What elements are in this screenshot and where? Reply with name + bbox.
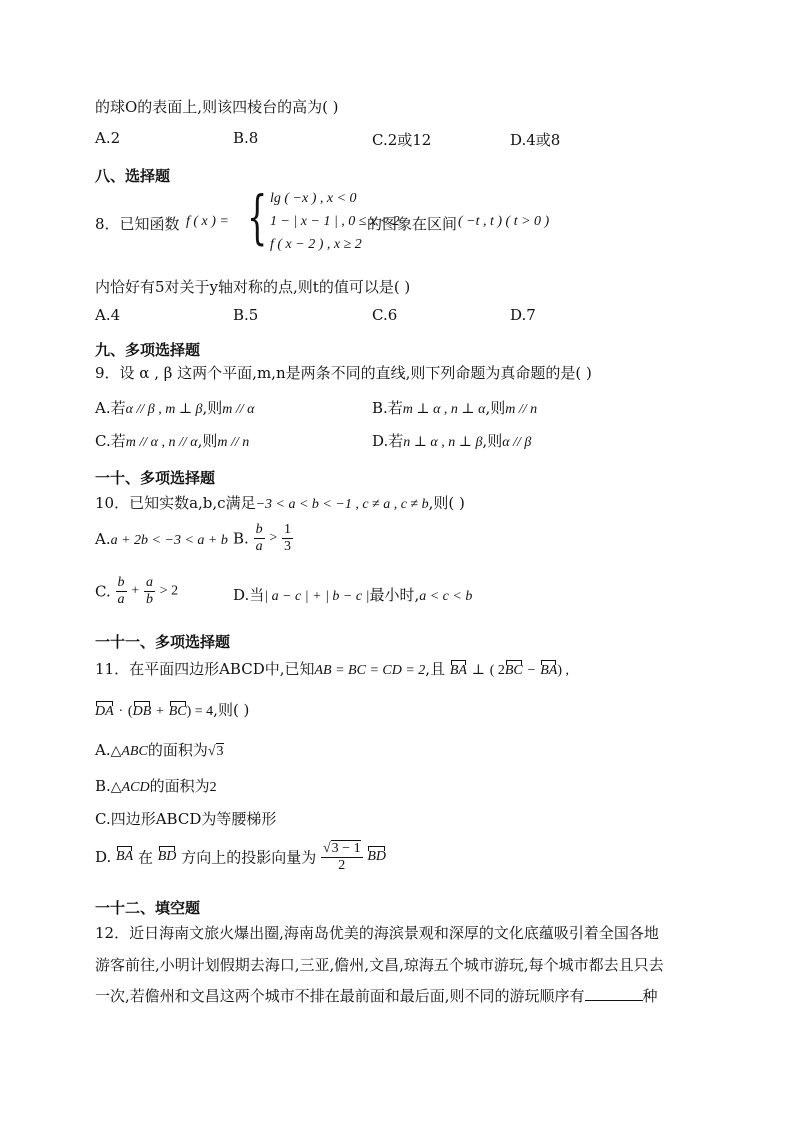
q12-line2: 游客前往,小明计划假期去海口,三亚,儋州,文昌,琼海五个城市游玩,每个城市都去且只去	[95, 956, 664, 974]
q8-mid: 的图象在区间	[367, 215, 458, 233]
q7-stem-tail: 的球O的表面上,则该四棱台的高为( )	[95, 98, 339, 116]
q7-option-d: D.4或8	[510, 131, 561, 149]
q10-option-a: A.a + 2b < −3 < a + b	[95, 530, 228, 548]
vector-BC-2: BC	[168, 704, 187, 719]
q9-option-d: D.若n ⊥ α , n ⊥ β,则α // β	[372, 432, 532, 450]
section-heading-12: 一十二、填空题	[95, 899, 201, 917]
section-heading-11: 一十一、多项选择题	[95, 633, 231, 651]
q9-option-b: B.若m ⊥ α , n ⊥ α,则m // n	[372, 399, 538, 417]
q8-option-c: C.6	[372, 306, 398, 324]
q10-option-c: C. $\frac{b}{a}$ + $\frac{a}{b}$ > 2	[95, 575, 179, 607]
q8-piece-3: f ( x − 2 ) , x ≥ 2	[270, 237, 362, 252]
q8-brace: {	[247, 183, 268, 251]
vector-BD: BD	[157, 849, 177, 864]
q8-interval: ( −t , t ) ( t > 0 )	[458, 214, 550, 229]
answer-blank[interactable]	[585, 986, 643, 1001]
q9-option-a: A.若α // β , m ⊥ β,则m // α	[95, 399, 255, 417]
q8-option-d: D.7	[510, 306, 536, 324]
q8-piece-1: lg ( −x ) , x < 0	[270, 191, 357, 206]
q10-option-b: B. $\frac{b}{a}$ > $\frac{1}{3}$	[233, 522, 292, 554]
vector-BC: BC	[504, 663, 523, 678]
q10-option-d: D.当| a − c | + | b − c |最小时,a < c < b	[233, 586, 473, 604]
q11-stem-line2: DA · (DB + BC) = 4,则( )	[95, 701, 250, 719]
q11-option-b: B.△ACD的面积为2	[95, 777, 217, 795]
q8-option-a: A.4	[95, 306, 121, 324]
q12-line1: 12．近日海南文旅火爆出圈,海南岛优美的海滨景观和深厚的文化底蕴吸引着全国各地	[95, 924, 659, 942]
vector-BA: BA	[449, 663, 467, 678]
q8-option-b: B.5	[233, 306, 259, 324]
q12-line3: 一次,若儋州和文昌这两个城市不排在最前面和最后面,则不同的游玩顺序有 种	[95, 987, 658, 1005]
q11-stem-line1: 11．在平面四边形ABCD中,已知AB = BC = CD = 2,且 BA ⊥ ( 2BC − BA) ,	[95, 660, 570, 678]
q11-option-c: C.四边形ABCD为等腰梯形	[95, 810, 277, 828]
q9-stem: 9．设 α , β 这两个平面,m,n是两条不同的直线,则下列命题为真命题的是( )	[95, 364, 592, 382]
vector-BA-2: BA	[540, 663, 558, 678]
q8-fx: f ( x ) =	[186, 214, 229, 229]
q7-option-b: B.8	[233, 129, 259, 147]
q11-option-a: A.△ABC的面积为√3	[95, 741, 224, 759]
vector-DB: DB	[132, 704, 152, 719]
q9-option-c: C.若m // α , n // α,则m // n	[95, 432, 250, 450]
q11-option-d: D. BA 在 BD 方向上的投影向量为 $\frac{√3 - 1}{2}$ BD	[95, 841, 387, 873]
vector-BD-2: BD	[367, 849, 387, 864]
section-heading-9: 九、多项选择题	[95, 341, 201, 359]
q8-piece-2: 1 − | x − 1 | , 0 ≤ x < 2	[270, 214, 400, 229]
section-heading-10: 一十、多项选择题	[95, 469, 216, 487]
q8-line2: 内恰好有5对关于y轴对称的点,则t的值可以是( )	[95, 278, 411, 296]
q7-option-c: C.2或12	[372, 131, 432, 149]
q10-stem: 10．已知实数a,b,c满足−3 < a < b < −1 , c ≠ a , c ≠ b,则( )	[95, 494, 465, 512]
vector-DA: DA	[95, 704, 114, 719]
q7-option-a: A.2	[95, 129, 121, 147]
vector-BA-3: BA	[116, 849, 134, 864]
sqrt-sign: √	[207, 744, 216, 759]
section-heading-8: 八、选择题	[95, 167, 171, 185]
q8-lead: 8．已知函数	[95, 215, 180, 233]
